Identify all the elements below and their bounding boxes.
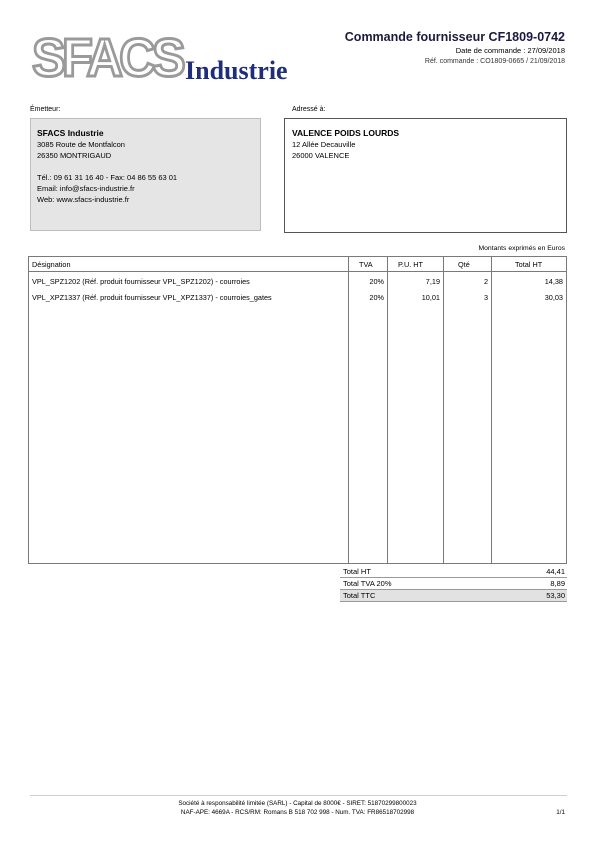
row-designation: VPL_SPZ1202 (Réf. produit fournisseur VPL_SPZ1202) - courroies [32, 277, 250, 286]
row-qty: 2 [483, 277, 488, 286]
row-tva: 20% [369, 293, 384, 302]
row-tva: 20% [369, 277, 384, 286]
total-tva-label: Total TVA 20% [343, 579, 392, 588]
emitter-address2: 26350 MONTRIGAUD [37, 151, 112, 160]
logo-industrie-text: Industrie [185, 56, 288, 85]
recipient-address1: 12 Allée Decauville [292, 140, 356, 149]
totals-block [340, 566, 567, 602]
total-ht-row [340, 566, 567, 578]
emitter-name: SFACS Industrie [37, 128, 104, 138]
emitter-address1: 3085 Route de Montfalcon [37, 140, 125, 149]
total-ht-value: 44,41 [546, 567, 565, 576]
emitter-label: Émetteur: [30, 106, 61, 113]
document-title: Commande fournisseur CF1809-0742 [344, 30, 565, 44]
recipient-name: VALENCE POIDS LOURDS [292, 128, 400, 138]
total-ttc-row [340, 590, 567, 602]
row-total-ht: 14,38 [544, 277, 563, 286]
recipient-box [284, 118, 567, 233]
recipient-label: Adressé à: [292, 106, 326, 113]
total-ttc-label: Total TTC [343, 591, 376, 600]
row-pu-ht: 10,01 [421, 293, 440, 302]
order-date: Date de commande : 27/09/2018 [455, 46, 565, 55]
row-total-ht: 30,03 [544, 293, 563, 302]
logo-sfacs-text: SFACS [32, 30, 184, 86]
order-reference: Réf. commande : CO1809-0665 / 21/09/2018 [424, 58, 565, 65]
total-ttc-value: 53,30 [546, 591, 565, 600]
footer-legal-line2: NAF-APE: 4669A - RCS/RM: Romans B 518 702 998 - Num. TVA: FR86518702998 [180, 809, 415, 816]
page-number: 1/1 [556, 809, 565, 816]
header-pu-ht: P.U. HT [398, 260, 424, 269]
total-tva-row [340, 578, 567, 590]
row-designation: VPL_XPZ1337 (Réf. produit fournisseur VPL_XPZ1337) - courroies_gates [32, 293, 272, 302]
header-designation: Désignation [32, 260, 71, 269]
header-tva: TVA [359, 260, 373, 269]
footer-legal-line1: Société à responsabilité limitée (SARL) - Capital de 8000€ - SIRET: 51870299800023 [178, 800, 417, 807]
total-tva-value: 8,89 [550, 579, 565, 588]
header-qty: Qté [458, 260, 470, 269]
emitter-box [30, 118, 261, 231]
table-header [29, 257, 566, 272]
sfacs-logo-icon [30, 30, 190, 86]
company-logo [30, 30, 315, 90]
header-total-ht: Total HT [515, 260, 543, 269]
emitter-website[interactable]: Web: www.sfacs-industrie.fr [37, 195, 130, 204]
table-row [29, 291, 566, 305]
recipient-address2: 26000 VALENCE [292, 151, 350, 160]
footer-divider [30, 795, 567, 796]
table-row [29, 275, 566, 289]
total-ht-label: Total HT [343, 567, 371, 576]
emitter-phone-fax: Tél.: 09 61 31 16 40 - Fax: 04 86 55 63 01 [37, 173, 178, 182]
items-table [28, 256, 567, 564]
emitter-email[interactable]: Email: info@sfacs-industrie.fr [37, 184, 135, 193]
row-pu-ht: 7,19 [425, 277, 440, 286]
currency-note: Montants exprimés en Euros [478, 245, 565, 252]
row-qty: 3 [483, 293, 488, 302]
